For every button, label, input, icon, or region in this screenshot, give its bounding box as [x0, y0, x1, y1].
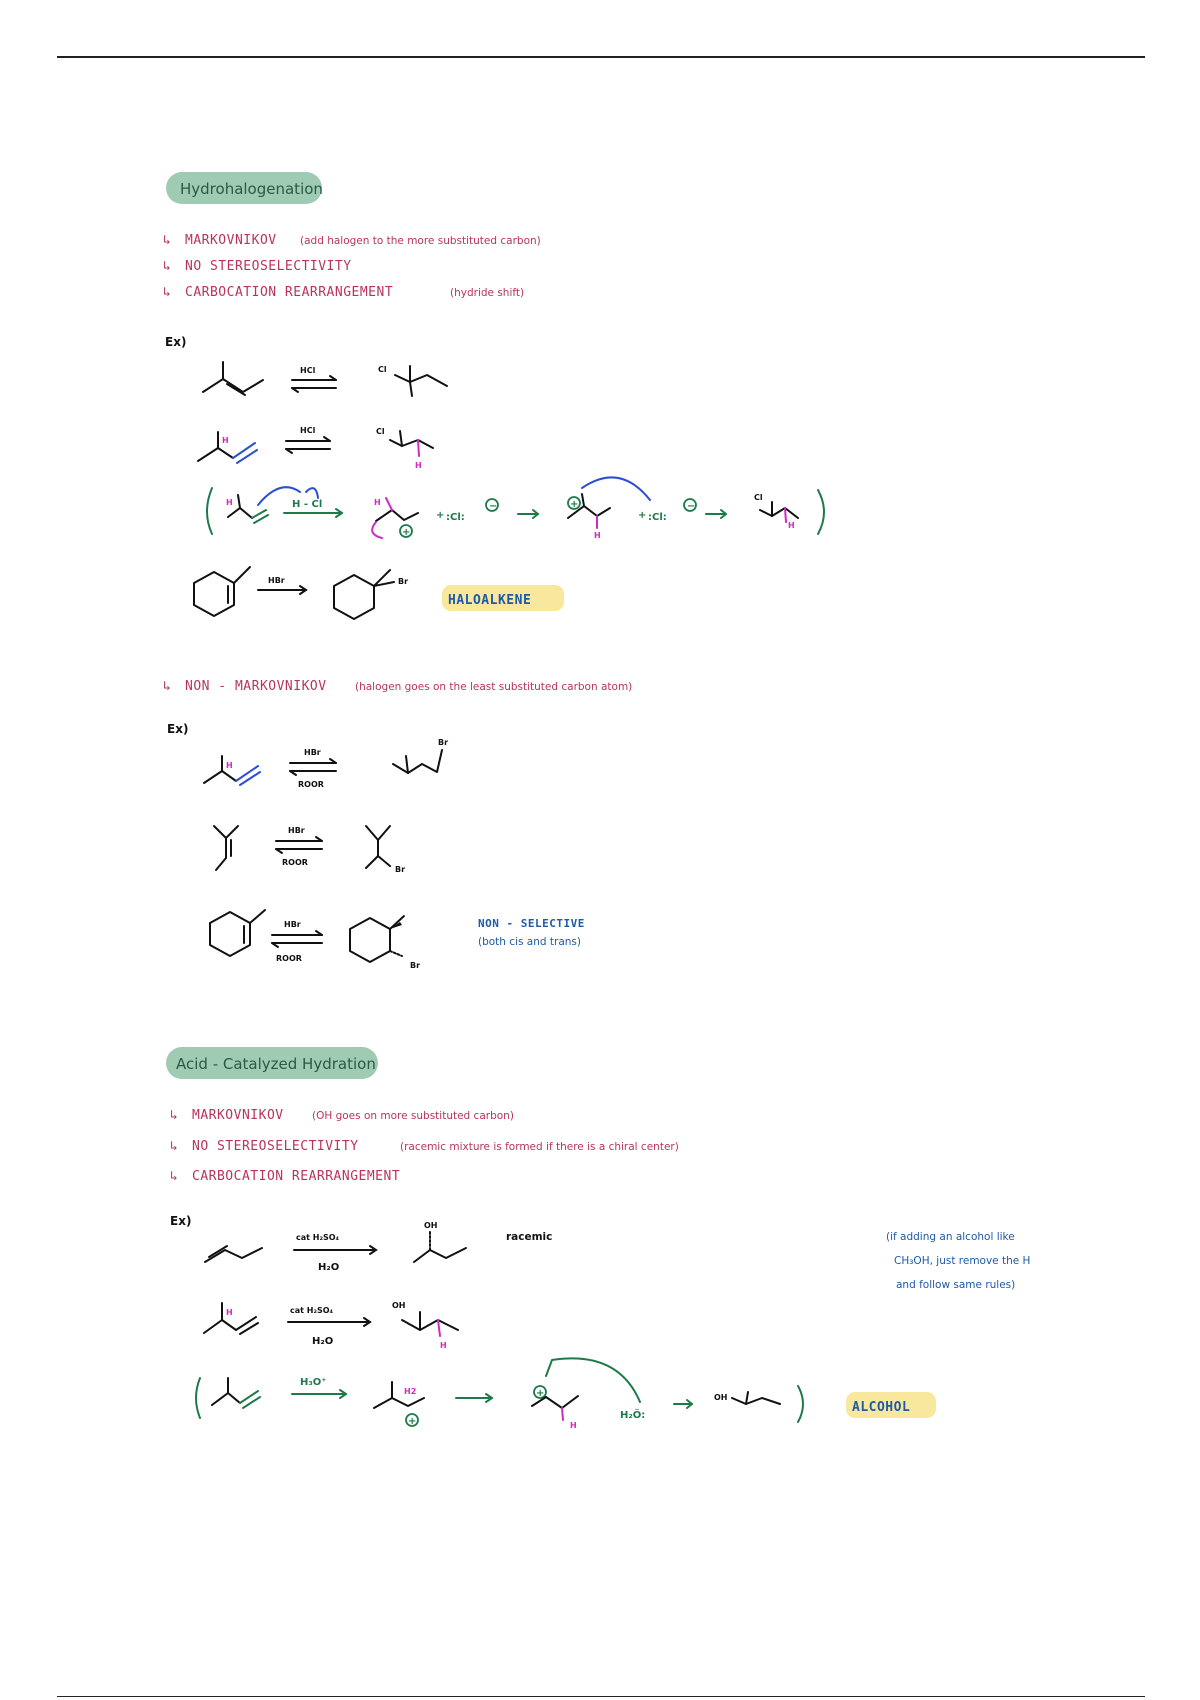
close-paren — [818, 490, 824, 534]
reagent-label: ROOR — [298, 780, 324, 789]
reaction-3 — [194, 567, 564, 619]
bullet-main: MARKOVNIKOV — [185, 233, 277, 248]
svg-text:Cl: Cl — [754, 493, 763, 502]
svg-text:H: H — [594, 531, 601, 540]
bullet-main: NO STEREOSELECTIVITY — [192, 1139, 359, 1154]
section-title: Acid - Catalyzed Hydration — [176, 1055, 376, 1073]
reagent-label: HBr — [268, 576, 285, 585]
side-note — [886, 1231, 1030, 1291]
curved-arrow — [306, 488, 318, 498]
mech-reagent: H₃O⁺ — [300, 1377, 327, 1388]
bullet-main: MARKOVNIKOV — [192, 1108, 284, 1123]
bullet-main: CARBOCATION REARRANGEMENT — [185, 285, 394, 300]
svg-text:OH: OH — [392, 1301, 406, 1310]
svg-text:H: H — [226, 1308, 233, 1317]
svg-text:Br: Br — [395, 865, 406, 874]
hydrogen-label: H — [222, 436, 229, 445]
reagent-label: H₂O — [318, 1262, 340, 1273]
svg-text:+: + — [570, 499, 579, 510]
bullet-arrow-icon: ↳ — [163, 259, 172, 274]
racemic-label: racemic — [506, 1231, 553, 1243]
bullet-note: (OH goes on more substituted carbon) — [312, 1110, 514, 1122]
hydration-reaction-2 — [204, 1301, 458, 1350]
svg-text:+: + — [408, 1416, 417, 1427]
section-acid-hydration — [166, 1047, 1030, 1430]
nm-reaction-2 — [214, 826, 405, 874]
close-paren — [798, 1386, 803, 1422]
dash-bond — [390, 951, 402, 956]
svg-text:H2: H2 — [404, 1387, 417, 1396]
svg-text:+: + — [638, 510, 647, 521]
svg-text:−: − — [489, 501, 498, 512]
bullet-note: (hydride shift) — [450, 287, 525, 299]
svg-text:H: H — [374, 498, 381, 507]
svg-text:H: H — [788, 521, 795, 530]
reagent-label: ROOR — [282, 858, 308, 867]
svg-text:H: H — [570, 1421, 577, 1430]
reagent-label: HCl — [300, 366, 316, 375]
example-label: Ex) — [170, 1214, 192, 1228]
svg-text:H: H — [226, 498, 233, 507]
substituent-label: Cl — [378, 365, 387, 374]
bullet-arrow-icon: ↳ — [170, 1169, 179, 1184]
mechanism-1 — [207, 477, 824, 540]
reagent-label: HBr — [284, 920, 301, 929]
product-skeleton — [395, 375, 447, 386]
section-title: Hydrohalogenation — [180, 180, 323, 198]
svg-text:H: H — [226, 761, 233, 770]
hydride-shift-arrow — [372, 522, 382, 538]
mech-reagent: H - Cl — [292, 499, 323, 510]
reagent-label: HBr — [288, 826, 305, 835]
curved-arrow — [546, 1358, 640, 1402]
open-paren — [207, 488, 212, 534]
mechanism-2 — [196, 1358, 936, 1430]
bullet-arrow-icon: ↳ — [170, 1108, 179, 1123]
product-class-label: ALCOHOL — [852, 1400, 911, 1415]
svg-text:Br: Br — [438, 738, 449, 747]
example-label: Ex) — [165, 335, 187, 349]
reaction-1 — [203, 362, 447, 396]
reagent-label: cat H₂SO₄ — [296, 1233, 340, 1242]
svg-text:+: + — [436, 510, 445, 521]
bullet-arrow-icon: ↳ — [163, 679, 172, 694]
bullet-list — [170, 1108, 679, 1184]
section-hydrohalogenation — [163, 172, 824, 970]
reagent-label: ROOR — [276, 954, 302, 963]
reagent-label: H₂O — [312, 1336, 334, 1347]
svg-text:Br: Br — [410, 961, 421, 970]
example-label: Ex) — [167, 722, 189, 736]
blue-double-bond — [233, 443, 255, 458]
reaction-2 — [198, 426, 433, 470]
chloride-ion: :Cl: — [446, 512, 465, 523]
product-class-label: HALOALKENE — [448, 593, 532, 608]
bottom-rule — [57, 1696, 1145, 1697]
side-note-line: (if adding an alcohol like — [886, 1231, 1015, 1243]
substituent-label: Br — [398, 577, 409, 586]
hydrogen-label: H — [415, 461, 422, 470]
svg-text:OH: OH — [714, 1393, 728, 1402]
bullet-note: (add halogen to the more substituted carbon) — [300, 235, 541, 247]
reagent-label: HCl — [300, 426, 316, 435]
curved-arrow — [582, 477, 650, 500]
open-paren — [196, 1378, 200, 1418]
substituent-label: OH — [424, 1221, 438, 1230]
bullet-arrow-icon: ↳ — [170, 1139, 179, 1154]
reagent-label: HBr — [304, 748, 321, 757]
bullet-main: CARBOCATION REARRANGEMENT — [192, 1169, 401, 1184]
selectivity-label: NON - SELECTIVE — [478, 917, 585, 930]
selectivity-note: (both cis and trans) — [478, 936, 581, 948]
side-note-line: CH₃OH, just remove the H — [894, 1255, 1031, 1267]
cyclohexane-ring — [334, 575, 374, 619]
bullet-list — [163, 233, 541, 300]
water-label: H₂Ö: — [620, 1410, 646, 1421]
svg-text:H: H — [440, 1341, 447, 1350]
svg-text::Cl:: :Cl: — [648, 512, 667, 523]
product-skeleton — [390, 440, 433, 448]
svg-text:+: + — [536, 1388, 545, 1399]
nm-reaction-3 — [210, 910, 585, 970]
alkene-skeleton — [203, 379, 263, 392]
bullet-main: NO STEREOSELECTIVITY — [185, 259, 352, 274]
substituent-label: Cl — [376, 427, 385, 436]
bullet-note: (racemic mixture is formed if there is a chiral center) — [400, 1141, 679, 1153]
nm-reaction-1 — [204, 738, 448, 789]
svg-text:−: − — [687, 501, 696, 512]
bullet-main: NON - MARKOVNIKOV — [185, 679, 327, 694]
reagent-label: cat H₂SO₄ — [290, 1306, 334, 1315]
alkene-skeleton — [198, 448, 233, 461]
bullet-arrow-icon: ↳ — [163, 285, 172, 300]
side-note-line: and follow same rules) — [896, 1279, 1016, 1291]
hydration-reaction-1 — [205, 1221, 552, 1273]
svg-text:+: + — [402, 527, 411, 538]
bullet-arrow-icon: ↳ — [163, 233, 172, 248]
bullet-note: (halogen goes on the least substituted carbon atom) — [355, 681, 633, 693]
